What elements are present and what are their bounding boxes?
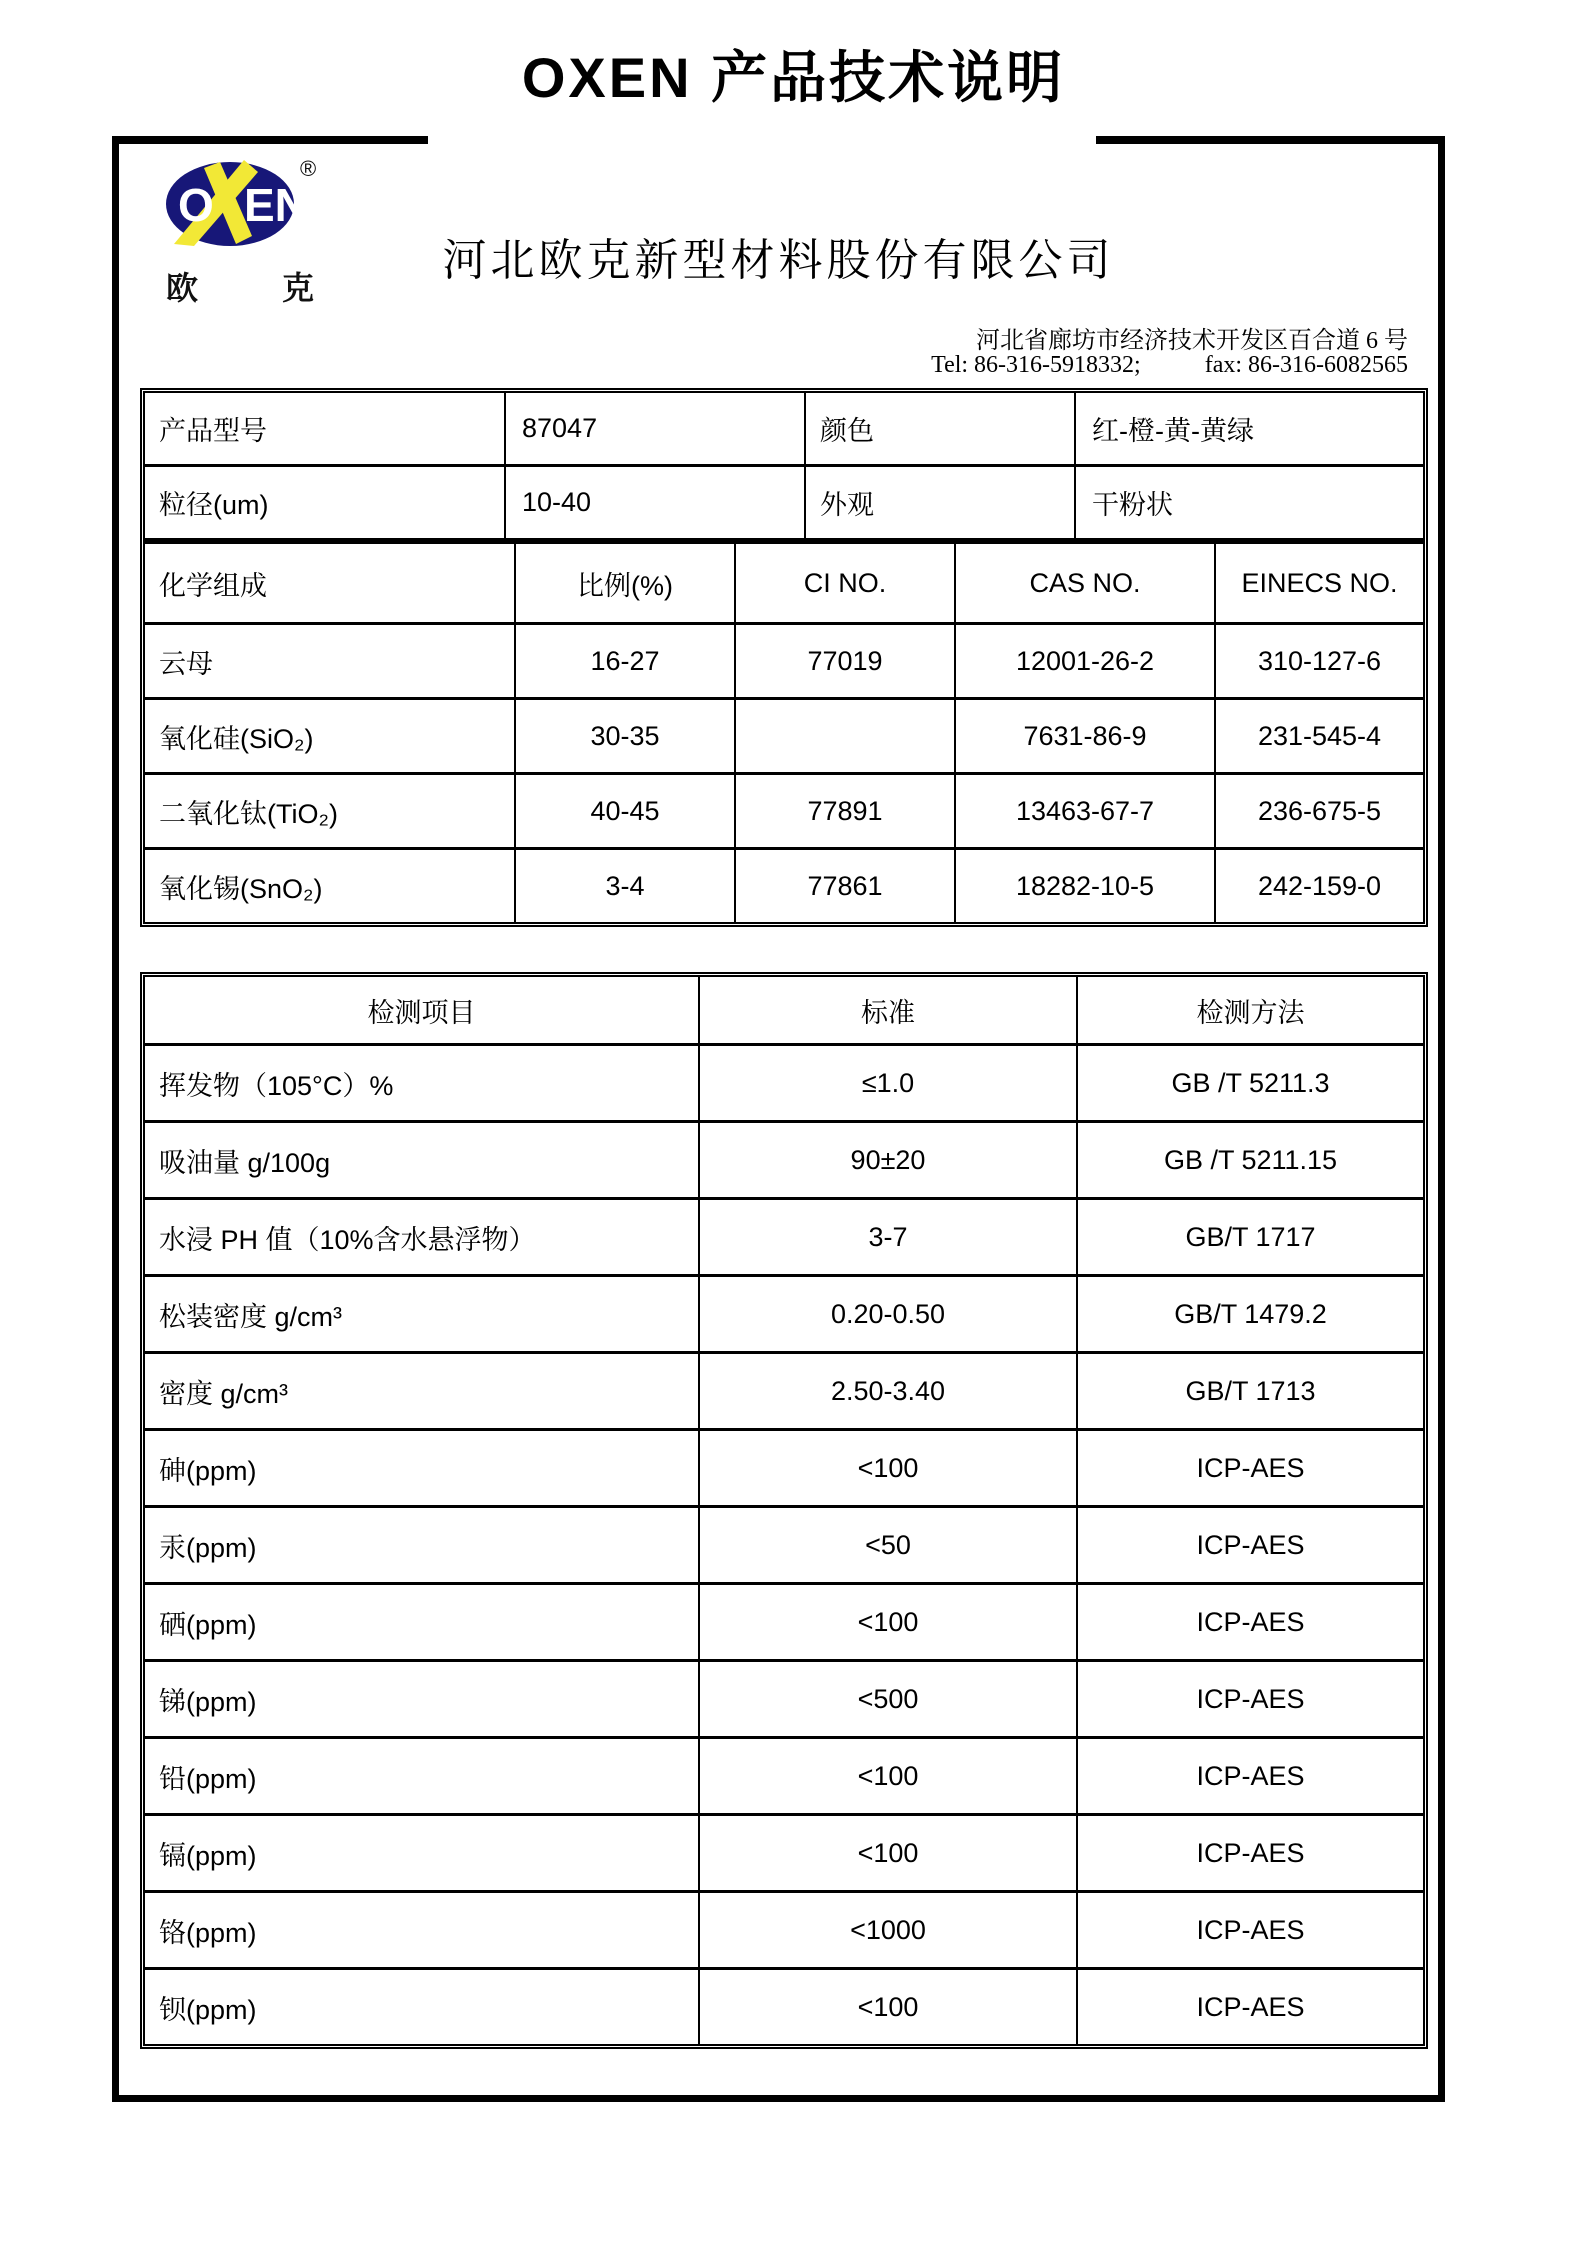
test-method: ICP-AES xyxy=(1077,1892,1423,1969)
table-row xyxy=(145,1584,1423,1661)
component-einecs-no: 236-675-5 xyxy=(1215,774,1423,849)
product-spec-table xyxy=(140,388,1428,927)
composition-header-row xyxy=(145,543,1423,624)
page-title: OXEN 产品技术说明 xyxy=(521,46,1066,109)
test-method: GB /T 5211.15 xyxy=(1077,1122,1423,1199)
component-ratio: 16-27 xyxy=(515,624,735,699)
test-standard: <100 xyxy=(699,1738,1077,1815)
test-item: 铅(ppm) xyxy=(145,1738,699,1815)
component-ci-no: 77019 xyxy=(735,624,955,699)
test-standard: 2.50-3.40 xyxy=(699,1353,1077,1430)
test-item: 锑(ppm) xyxy=(145,1661,699,1738)
logo-letters-en: EN xyxy=(244,179,308,231)
component-ci-no xyxy=(735,699,955,774)
column-header: 检测项目 xyxy=(145,977,699,1045)
test-standard: <500 xyxy=(699,1661,1077,1738)
column-header: 检测方法 xyxy=(1077,977,1423,1045)
test-item: 砷(ppm) xyxy=(145,1430,699,1507)
test-item: 汞(ppm) xyxy=(145,1507,699,1584)
color-value: 红-橙-黄-黄绿 xyxy=(1075,393,1423,466)
test-item: 松装密度 g/cm³ xyxy=(145,1276,699,1353)
test-standard: 3-7 xyxy=(699,1199,1077,1276)
component-name: 氧化锡(SnO₂) xyxy=(145,849,515,923)
component-einecs-no: 231-545-4 xyxy=(1215,699,1423,774)
test-standard: <100 xyxy=(699,1584,1077,1661)
test-item: 钡(ppm) xyxy=(145,1969,699,2045)
component-name: 云母 xyxy=(145,624,515,699)
component-cas-no: 13463-67-7 xyxy=(955,774,1215,849)
table-row xyxy=(145,624,1423,699)
test-method: ICP-AES xyxy=(1077,1738,1423,1815)
table-row xyxy=(145,1276,1423,1353)
test-header-row xyxy=(145,977,1423,1045)
test-item: 密度 g/cm³ xyxy=(145,1353,699,1430)
table-row xyxy=(145,1045,1423,1122)
component-ci-no: 77861 xyxy=(735,849,955,923)
table-row xyxy=(145,466,1423,540)
column-header: CI NO. xyxy=(735,543,955,624)
table-row xyxy=(145,849,1423,923)
column-header: CAS NO. xyxy=(955,543,1215,624)
test-method: ICP-AES xyxy=(1077,1969,1423,2045)
table-row xyxy=(145,1738,1423,1815)
test-standard: <100 xyxy=(699,1430,1077,1507)
test-standard: <100 xyxy=(699,1969,1077,2045)
table-row xyxy=(145,1199,1423,1276)
table-row xyxy=(145,1430,1423,1507)
test-item: 水浸 PH 值（10%含水悬浮物） xyxy=(145,1199,699,1276)
product-model-label: 产品型号 xyxy=(145,393,505,466)
component-cas-no: 18282-10-5 xyxy=(955,849,1215,923)
table-row xyxy=(145,1353,1423,1430)
test-standard: <50 xyxy=(699,1507,1077,1584)
test-item: 硒(ppm) xyxy=(145,1584,699,1661)
test-item: 铬(ppm) xyxy=(145,1892,699,1969)
column-header: 标准 xyxy=(699,977,1077,1045)
product-model-value: 87047 xyxy=(505,393,805,466)
table-row xyxy=(145,1507,1423,1584)
table-row xyxy=(145,1815,1423,1892)
test-item: 挥发物（105°C）% xyxy=(145,1045,699,1122)
component-ratio: 30-35 xyxy=(515,699,735,774)
appearance-label: 外观 xyxy=(805,466,1075,540)
test-standard: <100 xyxy=(699,1815,1077,1892)
particle-size-label: 粒径(um) xyxy=(145,466,505,540)
company-contact xyxy=(931,352,1408,379)
company-address: 河北省廊坊市经济技术开发区百合道 6 号 xyxy=(976,328,1408,354)
test-standard: 90±20 xyxy=(699,1122,1077,1199)
company-fax: fax: 86-316-6082565 xyxy=(1204,352,1408,378)
color-label: 颜色 xyxy=(805,393,1075,466)
test-method: ICP-AES xyxy=(1077,1507,1423,1584)
table-row xyxy=(145,1969,1423,2045)
logo-cn-char-left: 欧 xyxy=(166,270,199,306)
component-cas-no: 12001-26-2 xyxy=(955,624,1215,699)
test-standard: <1000 xyxy=(699,1892,1077,1969)
test-standard: 0.20-0.50 xyxy=(699,1276,1077,1353)
test-method: GB /T 5211.3 xyxy=(1077,1045,1423,1122)
composition-table xyxy=(145,541,1423,922)
table-row xyxy=(145,1661,1423,1738)
test-method: ICP-AES xyxy=(1077,1815,1423,1892)
company-tel: Tel: 86-316-5918332; xyxy=(931,352,1141,378)
appearance-value: 干粉状 xyxy=(1075,466,1423,540)
test-item: 镉(ppm) xyxy=(145,1815,699,1892)
product-info-table xyxy=(145,393,1423,541)
column-header: 化学组成 xyxy=(145,543,515,624)
component-ratio: 40-45 xyxy=(515,774,735,849)
test-method: GB/T 1713 xyxy=(1077,1353,1423,1430)
test-method: ICP-AES xyxy=(1077,1430,1423,1507)
logo-cn-char-right: 克 xyxy=(281,270,314,306)
particle-size-value: 10-40 xyxy=(505,466,805,540)
table-row xyxy=(145,774,1423,849)
test-method: GB/T 1479.2 xyxy=(1077,1276,1423,1353)
test-table xyxy=(140,972,1428,2049)
component-cas-no: 7631-86-9 xyxy=(955,699,1215,774)
company-name: 河北欧克新型材料股份有限公司 xyxy=(442,236,1115,285)
component-name: 二氧化钛(TiO₂) xyxy=(145,774,515,849)
component-ratio: 3-4 xyxy=(515,849,735,923)
document-border-box xyxy=(112,140,1445,2102)
test-method: GB/T 1717 xyxy=(1077,1199,1423,1276)
column-header: 比例(%) xyxy=(515,543,735,624)
table-row xyxy=(145,393,1423,466)
component-einecs-no: 242-159-0 xyxy=(1215,849,1423,923)
table-row xyxy=(145,1122,1423,1199)
component-ci-no: 77891 xyxy=(735,774,955,849)
component-einecs-no: 310-127-6 xyxy=(1215,624,1423,699)
logo-letter-o: O xyxy=(178,179,214,231)
test-standard: ≤1.0 xyxy=(699,1045,1077,1122)
test-method: ICP-AES xyxy=(1077,1584,1423,1661)
registered-trademark-icon: ® xyxy=(300,156,317,181)
test-item: 吸油量 g/100g xyxy=(145,1122,699,1199)
table-row xyxy=(145,1892,1423,1969)
test-method: ICP-AES xyxy=(1077,1661,1423,1738)
test-table-grid xyxy=(145,977,1423,2044)
table-row xyxy=(145,699,1423,774)
column-header: EINECS NO. xyxy=(1215,543,1423,624)
component-name: 氧化硅(SiO₂) xyxy=(145,699,515,774)
